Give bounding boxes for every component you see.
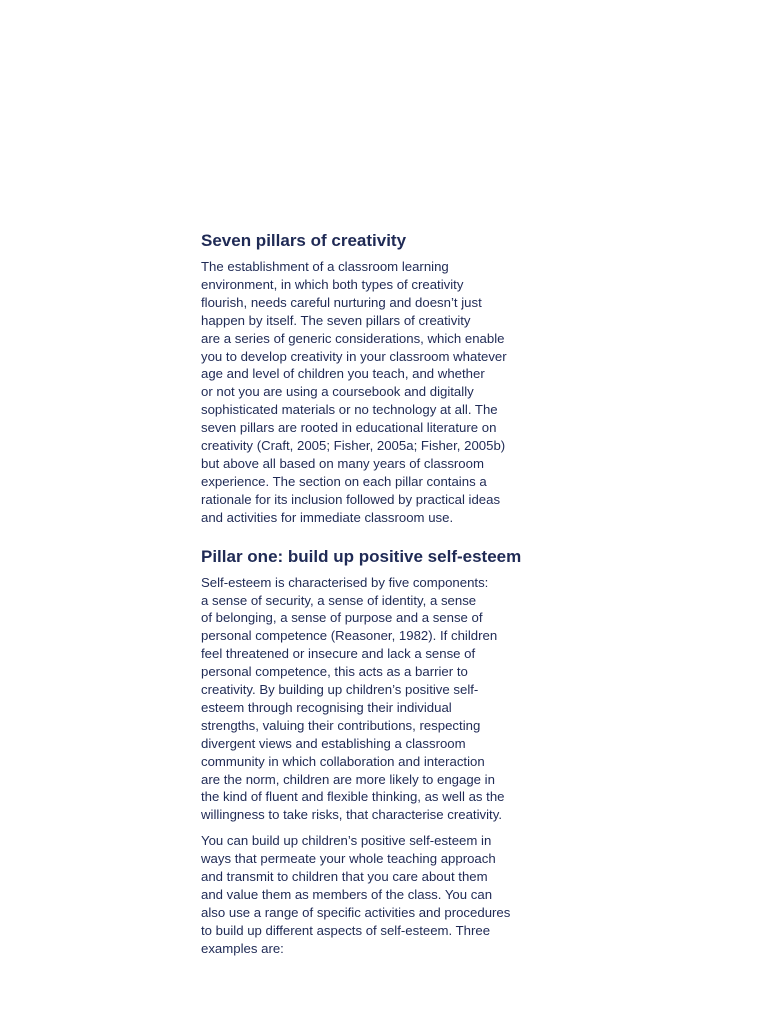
- activities-paragraph: [201, 832, 546, 957]
- paragraph-line: The establishment of a classroom learning: [201, 259, 449, 274]
- paragraph-line: also use a range of specific activities and procedures: [201, 904, 511, 920]
- paragraph-line: ways that permeate your whole teaching approach: [201, 851, 496, 867]
- paragraph-line: and transmit to children that you care about them: [201, 869, 488, 885]
- paragraph-line: age and level of children you teach, and whether: [201, 366, 485, 382]
- self-esteem-paragraph: [201, 574, 546, 825]
- paragraph-line: and activities for immediate classroom use.: [201, 509, 454, 525]
- paragraph-line: creativity. By building up children’s positive self-: [201, 682, 479, 698]
- paragraph-line: feel threatened or insecure and lack a sense of: [201, 646, 476, 662]
- paragraph-line: you to develop creativity in your classroom whatever: [201, 348, 507, 364]
- section-heading-pillar-one: Pillar one: build up positive self-esteem: [201, 546, 522, 566]
- intro-paragraph: [201, 258, 546, 527]
- paragraph-line: of belonging, a sense of purpose and a sense of: [201, 610, 483, 626]
- paragraph-line: happen by itself. The seven pillars of creativity: [201, 312, 471, 328]
- paragraph-line: or not you are using a coursebook and digitally: [201, 384, 474, 400]
- paragraph-line: personal competence (Reasoner, 1982). If children: [201, 628, 498, 644]
- section-heading-seven-pillars: Seven pillars of creativity: [201, 231, 407, 250]
- paragraph-line: community in which collaboration and interaction: [201, 753, 485, 769]
- paragraph-line: and value them as members of the class. You can: [201, 887, 493, 902]
- paragraph-line: divergent views and establishing a classroom: [201, 735, 466, 751]
- paragraph-line: are the norm, children are more likely to engage in: [201, 771, 495, 787]
- paragraph-line: rationale for its inclusion followed by practical ideas: [201, 491, 501, 507]
- paragraph-line: You can build up children’s positive self-esteem in: [201, 833, 492, 849]
- paragraph-line: are a series of generic considerations, which enable: [201, 330, 505, 346]
- paragraph-line: experience. The section on each pillar contains a: [201, 473, 487, 489]
- paragraph-line: environment, in which both types of creativity: [201, 276, 464, 292]
- paragraph-line: creativity (Craft, 2005; Fisher, 2005a; Fisher, 2005b): [201, 438, 506, 454]
- paragraph-line: examples are:: [201, 940, 284, 956]
- paragraph-line: a sense of security, a sense of identity, a sense: [201, 592, 477, 608]
- paragraph-line: but above all based on many years of classroom: [201, 455, 484, 471]
- paragraph-line: to build up different aspects of self-esteem. Three: [201, 922, 491, 938]
- paragraph-line: esteem through recognising their individual: [201, 699, 452, 715]
- paragraph-line: seven pillars are rooted in educational literature on: [201, 420, 497, 436]
- paragraph-line: the kind of fluent and flexible thinking, as well as the: [201, 789, 505, 805]
- paragraph-line: sophisticated materials or no technology at all. The: [201, 402, 498, 418]
- paragraph-line: personal competence, this acts as a barrier to: [201, 664, 468, 680]
- paragraph-line: willingness to take risks, that characterise creativity.: [201, 807, 502, 823]
- paragraph-line: Self-esteem is characterised by five components:: [201, 574, 489, 590]
- paragraph-line: strengths, valuing their contributions, respecting: [201, 717, 481, 733]
- paragraph-line: flourish, needs careful nurturing and doesn’t just: [201, 294, 482, 310]
- text-column: [201, 230, 546, 958]
